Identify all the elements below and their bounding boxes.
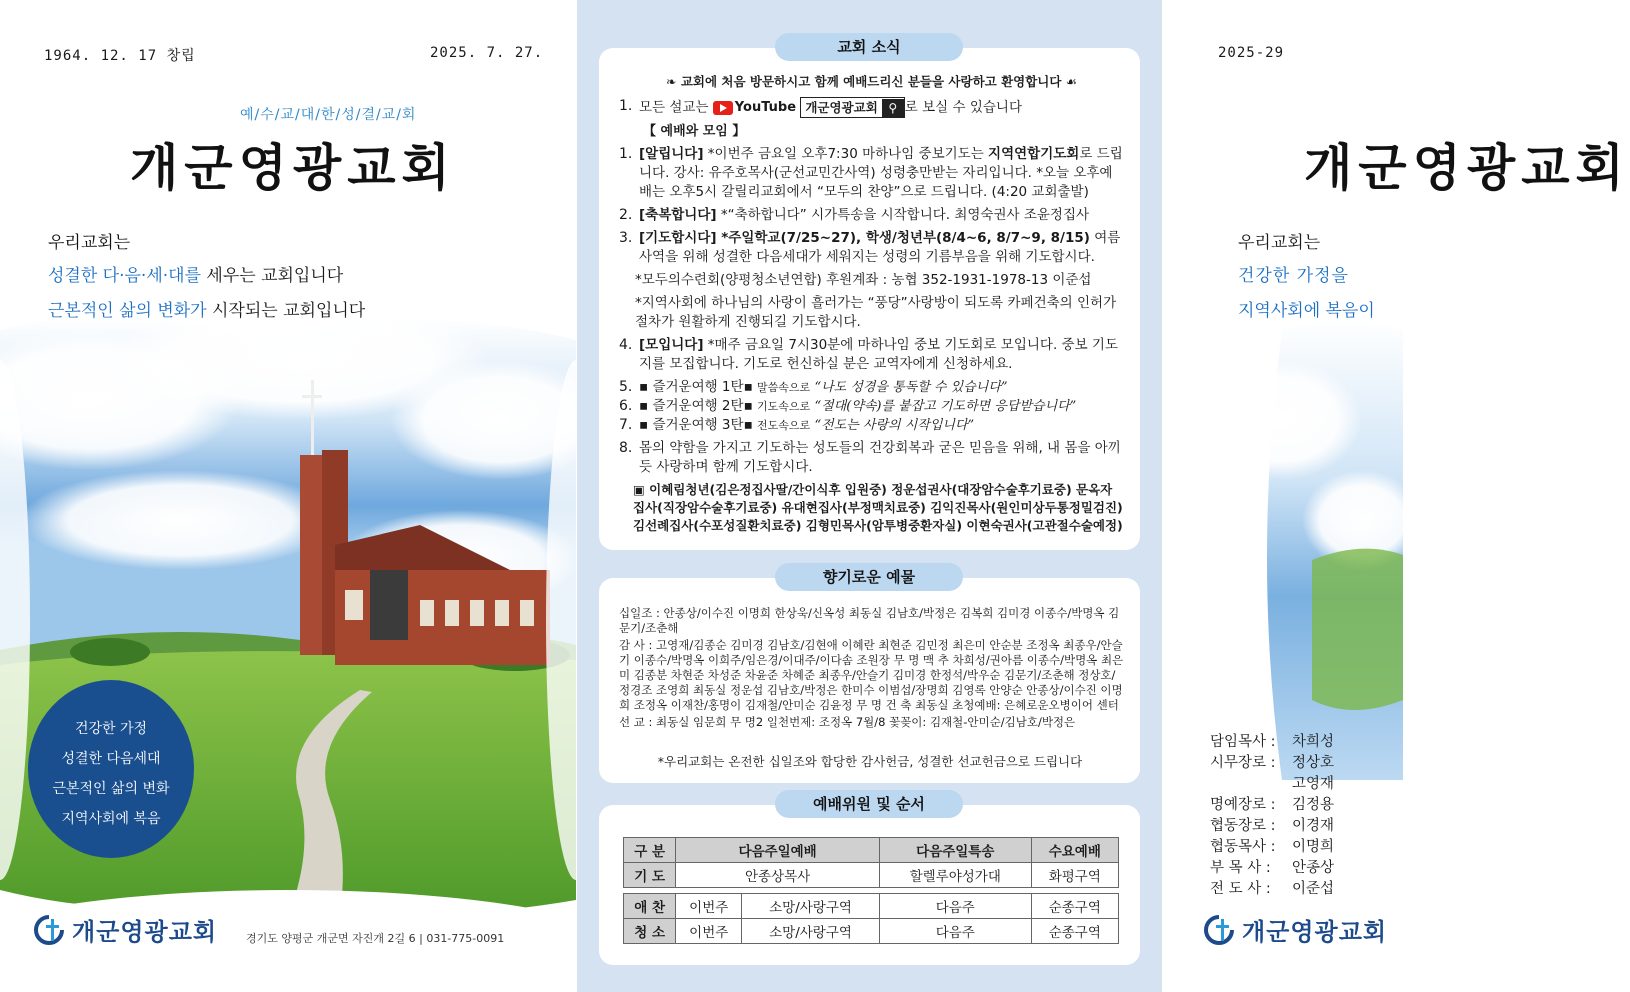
item-number: 1. [619,98,633,114]
table-cell: 안종상목사 [676,863,880,888]
back-church-logo [1202,912,1387,947]
table-header-cell: 수요예배 [1031,838,1118,863]
vision-highlight-1: 성결한 다·음·세·대를 [48,266,201,286]
item-label: [알립니다] [639,146,704,162]
joy-method: 말씀속으로 [757,381,811,394]
page-title: 개군영광교회 [130,139,456,197]
staff-name: 이준섭 [1292,881,1335,897]
item-number: 8. [619,440,633,456]
news-heading: 교회 소식 [775,33,963,61]
offering-note: *우리교회는 온전한 십일조와 합당한 감사헌금, 성결한 선교헌금으로 드립니다 [657,754,1083,769]
table-header-cell: 다음주일특송 [879,838,1031,863]
front-cover [0,0,576,992]
roles-heading: 예배위원 및 순서 [775,790,963,818]
joy-quote: “전도는 사랑의 시작입니다” [814,418,975,433]
table-cell: 다음주 [879,919,1031,944]
back-vision-2: 지역사회에 복음이 [1238,301,1375,321]
denomination: 예/수/교/대/한/성/결/교/회 [240,107,417,123]
worship-item-1 [619,145,1124,202]
oval-item: 지역사회에 복음 [61,811,161,827]
item-text: 여름 사역을 위해 성결한 다음세대가 세워지는 성령의 기름부음을 위해 기도합시다. [639,230,1121,265]
search-box[interactable] [800,97,904,118]
back-cover [1162,0,1630,992]
back-intro: 우리교회는 [1238,233,1321,253]
joy-item [619,378,1124,397]
item-number: 7. [619,417,633,433]
table-cell: 애 찬 [624,894,676,919]
offering-heading: 향기로운 예물 [775,563,963,591]
staff-role: 명예장로 : [1210,797,1276,813]
staff-row [1210,879,1334,900]
joy-method: 전도속으로 [757,419,811,432]
staff-name: 차희성 [1292,734,1335,750]
worship-item-3 [619,229,1124,267]
staff-row [1210,816,1334,837]
staff-name: 이명희 [1292,839,1335,855]
table-cell: 이번주 [676,894,742,919]
item-number: 3. [619,230,633,246]
offering-mission: 선 교 : 최동실 임문희 무 명2 일천번제: 조정옥 7월/8 꽃꽂이: 김재철-안미순/김남호/박정은 [619,715,1076,729]
item-label: [축복합니다] [639,207,717,223]
table-cell: 순종구역 [1031,894,1118,919]
worship-sub-2: *지역사회에 하나님의 사랑이 흘러가는 “풍당”사랑방이 되도록 카페건축의 인허가 절차가 원활하게 진행되길 기도합시다. [635,295,1117,330]
youtube-link[interactable] [713,98,796,117]
staff-row [1210,774,1334,795]
founded-date: 1964. 12. 17 창립 [44,48,196,64]
joy-method: 기도속으로 [757,400,811,413]
table-row [624,919,1119,944]
back-title: 개군영광교회 [1304,139,1630,197]
oval-item: 근본적인 삶의 변화 [52,781,170,797]
welcome-line [619,72,1124,91]
item-bold: 지역연합기도회 [988,146,1080,162]
staff-row [1210,732,1334,753]
offering-list [619,606,1125,732]
item-number: 5. [619,379,633,395]
table-cell: 화평구역 [1031,863,1118,888]
worship-sub-1: *모두의수련회(양평청소년연합) 후원계좌 : 농협 352-1931-1978-13 이준섭 [635,272,1092,288]
worship-item-4 [619,336,1124,374]
table-cell: 소망/사랑구역 [742,919,880,944]
church-logo [32,912,217,947]
staff-role: 부 목 사 : [1210,860,1271,876]
search-term: 개군영광교회 [805,100,878,115]
issue-number: 2025-29 [1218,45,1285,61]
roles-table [623,837,1119,944]
vision-line-2 [48,296,365,321]
staff-role: 협동장로 : [1210,818,1276,834]
vision-line-1 [48,261,343,286]
news-item-1 [619,97,1124,118]
worship-item-8 [619,439,1124,477]
worship-item-2 [619,206,1124,225]
item-label: [모입니다] [639,337,704,353]
table-row [624,894,1119,919]
oval-item: 성결한 다음세대 [61,751,161,767]
joy-label: ▪ 즐거운여행 1탄▪ [639,379,753,395]
item-text: 모든 설교는 [639,99,709,116]
staff-name: 정상호 [1292,755,1335,771]
intro-text: 우리교회는 [48,233,131,253]
item-number: 1. [619,146,633,162]
joy-label: ▪ 즐거운여행 3탄▪ [639,417,753,433]
logo-text: 개군영광교회 [72,918,218,946]
issue-date: 2025. 7. 27. [430,45,544,61]
staff-role [1210,774,1292,795]
vision-rest-1: 세우는 교회입니다 [201,266,344,286]
staff-name: 이경재 [1292,818,1335,834]
table-row [624,838,1119,863]
table-cell: 다음주 [879,894,1031,919]
youtube-label: YouTube [734,100,797,115]
search-icon[interactable]: ⚲ [882,99,904,117]
vision-highlight-2: 근본적인 삶의 변화가 [48,301,207,321]
offering-tithe: 십일조 : 안종상/이수진 이명희 한상욱/신옥성 최동실 김남호/박정은 김복희 김미경 이종수/박명옥 김문기/조춘해 [619,606,1120,635]
item-text: 로 보실 수 있습니다 [904,99,1022,116]
staff-row [1210,837,1334,858]
item-number: 4. [619,337,633,353]
joy-quote: “절대(약속)를 붙잡고 기도하면 응답받습니다” [814,399,1077,414]
table-header-cell: 다음주일예배 [676,838,880,863]
vision-rest-2: 시작되는 교회입니다 [206,301,366,321]
joy-item [619,416,1124,435]
item-label: [기도합시다] [639,230,717,246]
item-number: 6. [619,398,633,414]
news-panel [577,0,1162,992]
table-cell: 소망/사랑구역 [742,894,880,919]
staff-row [1210,753,1334,774]
item-text: *이번주 금요일 오후7:30 마하나임 중보기도는 [703,146,989,162]
staff-name: 고영재 [1292,776,1335,792]
item-text: *“축하합니다” 시가특송을 시작합니다. 최영숙권사 조윤정집사 [716,207,1090,223]
item-text: *매주 금요일 7시30분에 마하나임 중보 기도회로 모입니다. 중보 기도지를 모집합니다. 기도로 헌신하실 분은 교역자에게 신청하세요. [639,337,1119,372]
joy-label: ▪ 즐거운여행 2탄▪ [639,398,753,414]
staff-row [1210,795,1334,816]
staff-name: 안종상 [1292,860,1335,876]
welcome-text: 교회에 처음 방문하시고 함께 예배드리신 분들을 사랑하고 환영합니다 [680,74,1062,89]
staff-list [1210,732,1334,900]
offering-thanks: 감 사 : 고영재/김종순 김미경 김남호/김현애 이혜란 최현준 김민정 최은미 안순분 조정옥 최종우/안슬기 이종수/박명옥 이희주/임은경/이대주/이다솜 조원장 무 명 맥 추 차희성/권아름 이종수/박명옥 최은미 김종분 차현준 차성준 차윤준 차혜준 최종우/안슬기 김미경 한정석/박우순 김문기/조춘해 정상호/정경조 조영희 최동실 정운섭 김남호/박정은 한미수 이범섭/장명희 김영록 안양순 안종상/이수진 이명희 조정옥 이재찬/홍명이 김재철/안미순 김윤정 무 명 건 축 최동실 초청예배: 은혜로운오병이어 센터 [619,638,1124,712]
news-body [619,72,1124,535]
cross-logo-icon [1202,913,1236,947]
address: 경기도 양평군 개군면 자진개 2길 6 | 031-775-0091 [246,932,505,945]
staff-role: 전 도 사 : [1210,881,1271,897]
table-cell: 할렐루야성가대 [879,863,1031,888]
item-text: 로 드립니다. 강사: 유주호목사(군선교민간사역) 성령충만받는 자리입니다. *오늘 오후예배는 오후5시 갈릴리교회에서 “모두의 찬양”으로 드립니다. (4:20 교회출발) [639,146,1123,200]
worship-section-title: 【 예배와 모임 】 [643,124,746,139]
table-row [624,863,1119,888]
item-text: 몸의 약함을 가지고 기도하는 성도들의 건강회복과 굳은 믿음을 위해, 내 몸을 아끼듯 사랑하며 함께 기도합시다. [639,440,1121,475]
back-vision-1: 건강한 가정을 [1238,266,1349,286]
joy-quote: “나도 성경을 통독할 수 있습니다” [814,380,1008,395]
staff-row [1210,858,1334,879]
table-cell: 순종구역 [1031,919,1118,944]
table-cell: 이번주 [676,919,742,944]
table-cell: 청 소 [624,919,676,944]
logo-text: 개군영광교회 [1242,918,1388,946]
joy-item [619,397,1124,416]
flourish-icon: ❧ [665,74,681,89]
cross-logo-icon [32,913,66,947]
staff-role: 시무장로 : [1210,755,1276,771]
table-header-cell: 구 분 [624,838,676,863]
oval-item: 건강한 가정 [74,721,148,737]
item-number: 2. [619,207,633,223]
table-cell: 기 도 [624,863,676,888]
prayer-list: ▣ 이혜림청년(김은정집사딸/간이식후 입원중) 정운섭권사(대장암수술후기료중) 문옥자집사(직장암수술후기료중) 유대현집사(부정맥치료중) 김익진목사(원인미상두통정밀검진) 김선례집사(수포성질환치료중) 김형민목사(암투병중환자실) 이현숙권사(고관절수술예정) [633,482,1123,533]
staff-role: 협동목사 : [1210,839,1276,855]
youtube-icon [713,101,733,115]
item-bold: *주일학교(7/25~27), 학생/청년부(8/4~6, 8/7~9, 8/15) [716,230,1090,246]
staff-name: 김정용 [1292,797,1335,813]
vision-oval [28,680,194,858]
flourish-icon: ☙ [1061,74,1078,89]
staff-role: 담임목사 : [1210,734,1276,750]
